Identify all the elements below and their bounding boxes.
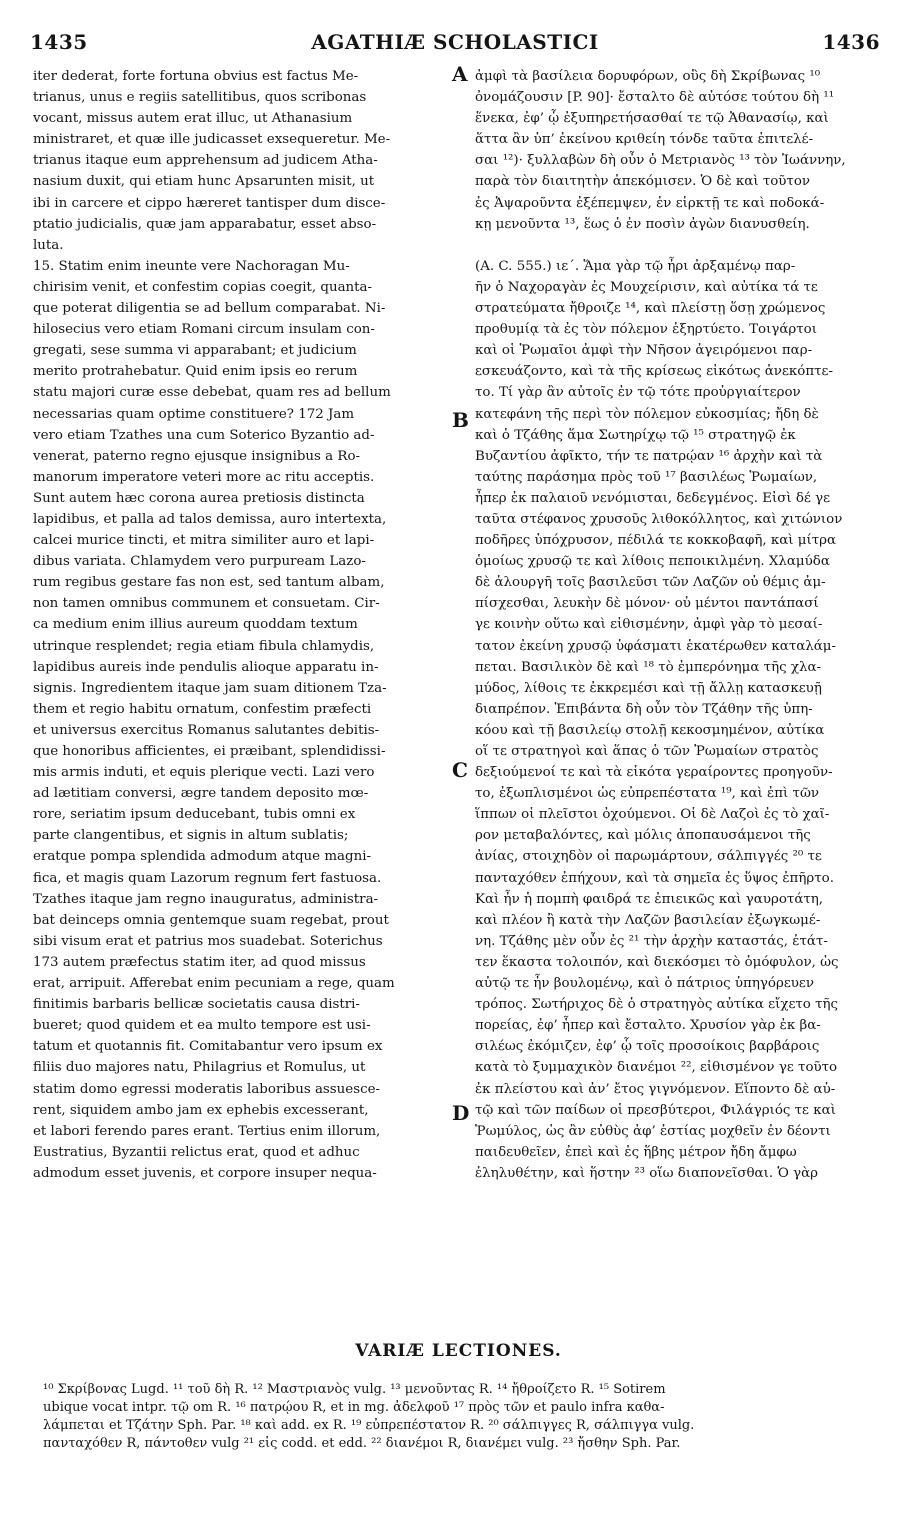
greek-text-line: παιδευθεῖεν, ἐπεὶ καὶ ἐς ἥβης μέτρον ἤδη ἄμφω: [475, 1144, 797, 1160]
latin-text-line: trianus, unus e regiis satellitibus, quos scribonas: [33, 90, 367, 106]
latin-text-line: them et regio habitu ornatum, confestim præfecti: [33, 701, 372, 717]
greek-text-line: τεν ἕκαστα τολοιπόν, καὶ διεκόσμει τὸ ὁμόφυλον, ὡς: [475, 954, 839, 970]
latin-text-line: bueret; quod quidem et ea multo tempore est usi-: [33, 1018, 371, 1034]
latin-text-line: parte clangentibus, et signis in altum sublatis;: [33, 828, 349, 844]
footnotes: [43, 1381, 873, 1453]
latin-text-line: calcei murice tincti, et mitra similiter auro et lapi-: [33, 533, 375, 549]
latin-text-line: merito protrahebatur. Quid enim ipsis eo rerum: [33, 364, 358, 380]
latin-text-line: signis. Ingredientem itaque jam suam ditionem Tza-: [33, 680, 387, 696]
latin-text-line: ministraret, et quæ ille judicasset exsequeretur. Me-: [33, 132, 391, 148]
greek-text-line: ἀνίας, στοιχηδὸν οἱ παρωμάρτουν, σάλπιγγές ²⁰ τε: [475, 849, 822, 865]
latin-text-line: gregati, sese summa vi apparabant; et judicium: [33, 343, 357, 359]
greek-text-line: πίσχεσθαι, λευκὴν δὲ μόνον· οὐ μέντοι παντάπασί: [475, 596, 819, 612]
latin-text-line: ibi in carcere et cippo hæreret tantisper dum disce-: [33, 195, 386, 211]
latin-text-line: ptatio judicialis, quæ jam apparabatur, esset abso-: [33, 216, 377, 232]
latin-text-line: luta.: [33, 237, 64, 253]
latin-text-line: erat, arripuit. Afferebat enim pecuniam a rege, quam: [33, 976, 395, 992]
footnote-line: ubique vocat intpr. τῷ om R. ¹⁶ πατρῴου R, et in mg. ἀδελφοῦ ¹⁷ πρὸς τῶν et paulo infra καθα-: [43, 1400, 665, 1415]
greek-text-line: νη. Τζάθης μὲν οὖν ἐς ²¹ τὴν ἀρχὴν καταστάς, ἐτάτ-: [475, 933, 828, 949]
latin-text-line: filiis duo majores natu, Philagrius et Romulus, ut: [33, 1060, 366, 1076]
variae-lectiones-title: VARIÆ LECTIONES.: [355, 1341, 562, 1361]
greek-text-line: στρατεύματα ἤθροιζε ¹⁴, καὶ πλείστῃ ὅσῃ χρώμενος: [475, 301, 826, 317]
greek-text-line: ἅττα ἂν ὑπ’ ἐκείνου κριθείη τόνδε ταῦτα ἐπιτελέ-: [475, 132, 814, 148]
greek-text-line: ταύτης παράσημα πρὸς τοῦ ¹⁷ βασιλέως Ῥωμαίων,: [475, 469, 818, 485]
greek-text-line: προθυμίᾳ τὰ ἐς τὸν πόλεμον ἐξηρτύετο. Τοιγάρτοι: [475, 322, 817, 338]
latin-text-line: lapidibus, et palla ad talos demissa, auro intertexta,: [33, 511, 387, 527]
greek-text-line: [475, 235, 889, 256]
latin-text-line: venerat, paterno regno ejusque insignibus a Ro-: [33, 448, 361, 464]
latin-text-line: iter dederat, forte fortuna obvius est factus Me-: [33, 69, 359, 84]
greek-text-line: ἧπερ ἐκ παλαιοῦ νενόμισται, δεδεγμένος. Εἰσὶ δέ γε: [475, 490, 831, 506]
greek-text-line: το. Τί γὰρ ἂν αὐτοῖς ἐν τῷ τότε προὐργιαίτερον: [475, 385, 801, 401]
greek-column: [475, 66, 889, 1184]
greek-text-line: ἵππων οἱ πλεῖστοι ὀχούμενοι. Οἱ δὲ Λαζοὶ ἐς τὸ χαῖ-: [475, 807, 830, 823]
latin-text-line: finitimis barbaris bellicæ societatis causa distri-: [33, 997, 360, 1013]
running-title: AGATHIÆ SCHOLASTICI: [311, 30, 599, 54]
greek-text-line: Ῥωμύλος, ὡς ἂν εὐθὺς ἀφ’ ἑστίας μοχθεῖν ἐν δέοντι: [475, 1123, 831, 1139]
greek-text-line: δεξιούμενοί τε καὶ τὰ εἰκότα γεραίροντες προηγοῦν-: [475, 765, 833, 781]
greek-text-line: πανταχόθεν ἐπήχουν, καὶ τὰ σημεῖα ἐς ὕψος ἐπῆρτο.: [475, 870, 834, 886]
footnote-line: λάμπεται et Τζάτην Sph. Par. ¹⁸ καὶ add. ex R. ¹⁹ εὐπρεπέστατον R. ²⁰ σάλπιγγες R, σάλπιγγα vulg.: [43, 1418, 695, 1433]
latin-text-line: trianus itaque eum apprehensum ad judicem Atha-: [33, 153, 378, 169]
greek-text-line: το, ἐξωπλισμένοι ὡς εὐπρεπέστατα ¹⁹, καὶ ἐπὶ τῶν: [475, 786, 820, 802]
greek-text-line: καὶ ὁ Τζάθης ἅμα Σωτηρίχῳ τῷ ¹⁵ στρατηγῷ ἐκ: [475, 427, 796, 443]
greek-text-line: ὀνομάζουσιν [P. 90]· ἔσταλτο δὲ αὐτόσε τούτου δὴ ¹¹: [475, 90, 835, 106]
latin-text-line: Eustratius, Byzantii relictus erat, quod et adhuc: [33, 1144, 360, 1160]
latin-column: [33, 66, 455, 1184]
latin-text-line: rum regibus gestare fas non est, sed tantum albam,: [33, 575, 385, 591]
latin-text-line: Sunt autem hæc corona aurea pretiosis distincta: [33, 490, 365, 506]
greek-text-line: ὁμοίως χρυσῷ τε καὶ λίθοις πεποικιλμένη. Χλαμύδα: [475, 554, 830, 570]
greek-text-line: εσκευάζοντο, καὶ τὰ τῆς κρίσεως εἰκότως ἀνεκόπτε-: [475, 364, 833, 380]
greek-text-line: σιλέως ἐκόμιζεν, ἐφ’ ᾧ τοῖς προσοίκοις βαρβάροις: [475, 1039, 820, 1055]
greek-text-line: σαι ¹²)· ξυλλαβὼν δὴ οὖν ὁ Μετριανὸς ¹³ τὸν Ἰωάννην,: [475, 153, 846, 169]
greek-text-line: πεται. Βασιλικὸν δὲ καὶ ¹⁸ τὸ ἐμπερόνημα τῆς χλα-: [475, 659, 822, 675]
page-number-right: 1436: [822, 30, 880, 54]
greek-text-line: ἐληλυθέτην, καὶ ἥστην ²³ οἵω διαπονεῖσθαι. Ὁ γὰρ: [475, 1165, 819, 1181]
latin-text-line: bat deinceps omnia gentemque suam regebat, prout: [33, 912, 389, 928]
greek-text-line: δὲ ἁλουργῆ τοῖς βασιλεῦσι τῶν Λαζῶν οὐ θέμις ἀμ-: [475, 575, 826, 591]
latin-text-line: statim domo egressi moderatis laboribus assuesce-: [33, 1081, 381, 1097]
latin-text-line: statu majori curæ esse debebat, quam res ad bellum: [33, 385, 391, 401]
latin-text-line: rore, seriatim ipsum deducebant, tubis omni ex: [33, 807, 356, 823]
greek-text-line: ἐκ πλείστου καὶ ἀν’ ἔτος γιγνόμενον. Εἵποντο δὲ αὐ-: [475, 1081, 836, 1097]
greek-text-line: οἵ τε στρατηγοὶ καὶ ἅπας ὁ τῶν Ῥωμαίων στρατὸς: [475, 744, 819, 759]
latin-text-line: que honoribus afficientes, ei præibant, splendidissi-: [33, 744, 386, 759]
greek-text-line: μύδος, λίθοις τε ἐκκρεμέσι καὶ τῇ ἄλλῃ κατασκευῇ: [475, 680, 822, 696]
latin-text-line: 15. Statim enim ineunte vere Nachoragan Mu-: [33, 258, 350, 274]
latin-text-line: mis armis induti, et equis plerique vecti. Lazi vero: [33, 765, 375, 781]
greek-text-line: ἐς Ἀψαροῦντα ἐξέπεμψεν, ἐν εἱρκτῇ τε καὶ ποδοκά-: [475, 195, 825, 211]
greek-text-line: τῷ καὶ τῶν παίδων οἱ πρεσβύτεροι, Φιλάγριός τε καὶ: [475, 1102, 836, 1118]
margin-letter-c: C: [452, 758, 468, 782]
latin-text-line: vero etiam Tzathes una cum Soterico Byzantio ad-: [33, 427, 375, 443]
greek-text-line: καὶ οἱ Ῥωμαῖοι ἀμφὶ τὴν Νῆσον ἀγειρόμενοι παρ-: [475, 343, 813, 359]
greek-text-line: κατεφάνη τῆς περὶ τὸν πόλεμον εὐκοσμίας; ἤδη δὲ: [475, 406, 819, 422]
greek-text-line: ῆν ὁ Ναχοραγὰν ἐς Μουχείρισιν, καὶ αὐτίκα τά τε: [475, 279, 818, 295]
margin-letter-a: A: [452, 62, 468, 86]
greek-text-line: ρον μεταβαλόντες, καὶ μόλις ἀποπαυσάμενοι τῆς: [475, 828, 811, 844]
latin-text-line: lapidibus aureis inde pendulis alioque apparatu in-: [33, 659, 379, 675]
latin-text-line: ad lætitiam conversi, ægre tandem deposito mœ-: [33, 786, 369, 802]
greek-text-line: Βυζαντίου ἀφῖκτο, τήν τε πατρῴαν ¹⁶ ἀρχὴν καὶ τὰ: [475, 448, 823, 464]
latin-text-line: Tzathes itaque jam regno inauguratus, administra-: [33, 891, 379, 907]
latin-text-line: utrinque resplendet; regia etiam fibula chlamydis,: [33, 638, 375, 654]
page-header: [30, 30, 880, 56]
latin-text-line: non tamen omnibus communem et consuetam. Cir-: [33, 596, 380, 612]
latin-text-line: chirisim venit, et confestim copias coegit, quanta-: [33, 279, 373, 295]
greek-text-line: τατον ἐκείνη χρυσῷ ὑφάσματι ἑκατέρωθεν καταλάμ-: [475, 638, 837, 654]
greek-text-line: διαπρέπον. Ἐπιβάντα δὴ οὖν τὸν Τζάθην τῆς ὑπη-: [475, 701, 813, 717]
greek-text-line: κόου καὶ τῇ βασιλείῳ στολῇ κεκοσμημένον, αὐτίκα: [475, 722, 825, 738]
greek-text-line: καὶ πλέον ἢ κατὰ τὴν Λαζῶν βασιλείαν ἐξωγκωμέ-: [475, 912, 821, 928]
margin-letter-d: D: [452, 1101, 470, 1125]
latin-text-line: manorum imperatore veteri more ac ritu acceptis.: [33, 469, 375, 485]
greek-text-line: γε κοινὴν οὕτω καὶ εἰθισμένην, ἀμφὶ γὰρ τὸ μεσαί-: [475, 617, 823, 633]
greek-text-line: ἕνεκα, ἐφ’ ᾧ ἐξυπηρετήσασθαί τε τῷ Ἀθανασίῳ, καὶ: [475, 111, 829, 127]
margin-letter-b: B: [452, 408, 469, 432]
latin-text-line: 173 autem præfectus statim iter, ad quod missus: [33, 954, 366, 970]
greek-text-line: αὐτῷ τε ἦν βουλομένῳ, καὶ ὁ πάτριος ὑπηγόρευεν: [475, 976, 814, 992]
latin-text-line: rent, siquidem ambo jam ex ephebis excesserant,: [33, 1102, 369, 1118]
greek-text-line: (A. C. 555.) ιε΄. Ἅμα γὰρ τῷ ἦρι ἀρξαμένῳ παρ-: [475, 258, 796, 274]
latin-text-line: eratque pompa splendida admodum atque magni-: [33, 849, 372, 865]
greek-text-line: παρὰ τὸν διαιτητὴν ἀπεκόμισεν. Ὁ δὲ καὶ τοῦτον: [475, 174, 811, 190]
greek-text-line: ἀμφὶ τὰ βασίλεια δορυφόρων, οὓς δὴ Σκρίβωνας ¹⁰: [475, 69, 821, 84]
latin-text-line: hilosecius vero etiam Romani circum insulam con-: [33, 322, 375, 338]
greek-text-line: ποδῆρες ὑπόχρυσον, πέδιλά τε κοκκοβαφῆ, καὶ μίτρα: [475, 533, 837, 549]
footnote-line: ¹⁰ Σκρίβονας Lugd. ¹¹ τοῦ δὴ R. ¹² Μαστριανὸς vulg. ¹³ μενοῦντας R. ¹⁴ ἤθροίζετο R. ¹⁵ Sotirem: [43, 1382, 666, 1397]
latin-text-line: vocant, missus autem erat illuc, ut Athanasium: [33, 111, 353, 127]
latin-text-line: et universus exercitus Romanus salutantes debitis-: [33, 722, 380, 738]
latin-text-line: sibi visum erat et patrius mos suadebat. Soterichus: [33, 933, 383, 949]
greek-text-line: ταῦτα στέφανος χρυσοῦς λιθοκόλλητος, καὶ χιτώνιον: [475, 511, 843, 527]
latin-text-line: dibus variata. Chlamydem vero purpuream Lazo-: [33, 554, 366, 570]
greek-text-line: κῃ μενοῦντα ¹³, ἕως ὁ ἐν ποσὶν ἀγὼν διανυσθείη.: [475, 216, 810, 232]
latin-text-line: necessarias quam optime constituere? 172 Jam: [33, 406, 355, 422]
greek-text-line: τρόπος. Σωτήριχος δὲ ὁ στρατηγὸς αὐτίκα εἴχετο τῆς: [475, 997, 839, 1013]
latin-text-line: que poterat diligentia se ad bellum comparabat. Ni-: [33, 301, 386, 317]
greek-text-line: πορείας, ἐφ’ ἧπερ καὶ ἔσταλτο. Χρυσίον γὰρ ἐκ βα-: [475, 1018, 821, 1034]
greek-text-line: Καὶ ἦν ἡ πομπὴ φαιδρά τε ἐπιεικῶς καὶ γαυροτάτη,: [475, 891, 824, 907]
greek-text-line: κατὰ τὸ ξυμμαχικὸν διανέμοι ²², εἰθισμένον γε τοῦτο: [475, 1060, 838, 1076]
page-number-left: 1435: [30, 30, 88, 54]
latin-text-line: fica, et magis quam Lazorum regnum fert fastuosa.: [33, 870, 382, 886]
latin-text-line: ca medium enim illius aureum quoddam textum: [33, 617, 358, 633]
latin-text-line: nasium duxit, qui etiam hunc Apsarunten misit, ut: [33, 174, 375, 190]
latin-text-line: tatum et quotannis fit. Comitabantur vero ipsum ex: [33, 1039, 383, 1055]
latin-text-line: admodum esset juvenis, et corpore insuper nequa-: [33, 1165, 377, 1181]
latin-text-line: et labori ferendo pares erant. Tertius enim illorum,: [33, 1123, 381, 1139]
footnote-line: πανταχόθεν R, πάντοθεν vulg ²¹ εἰς codd. et edd. ²² διανέμοι R, διανέμει vulg. ²³ ἤσθην Sph. Par.: [43, 1436, 681, 1451]
